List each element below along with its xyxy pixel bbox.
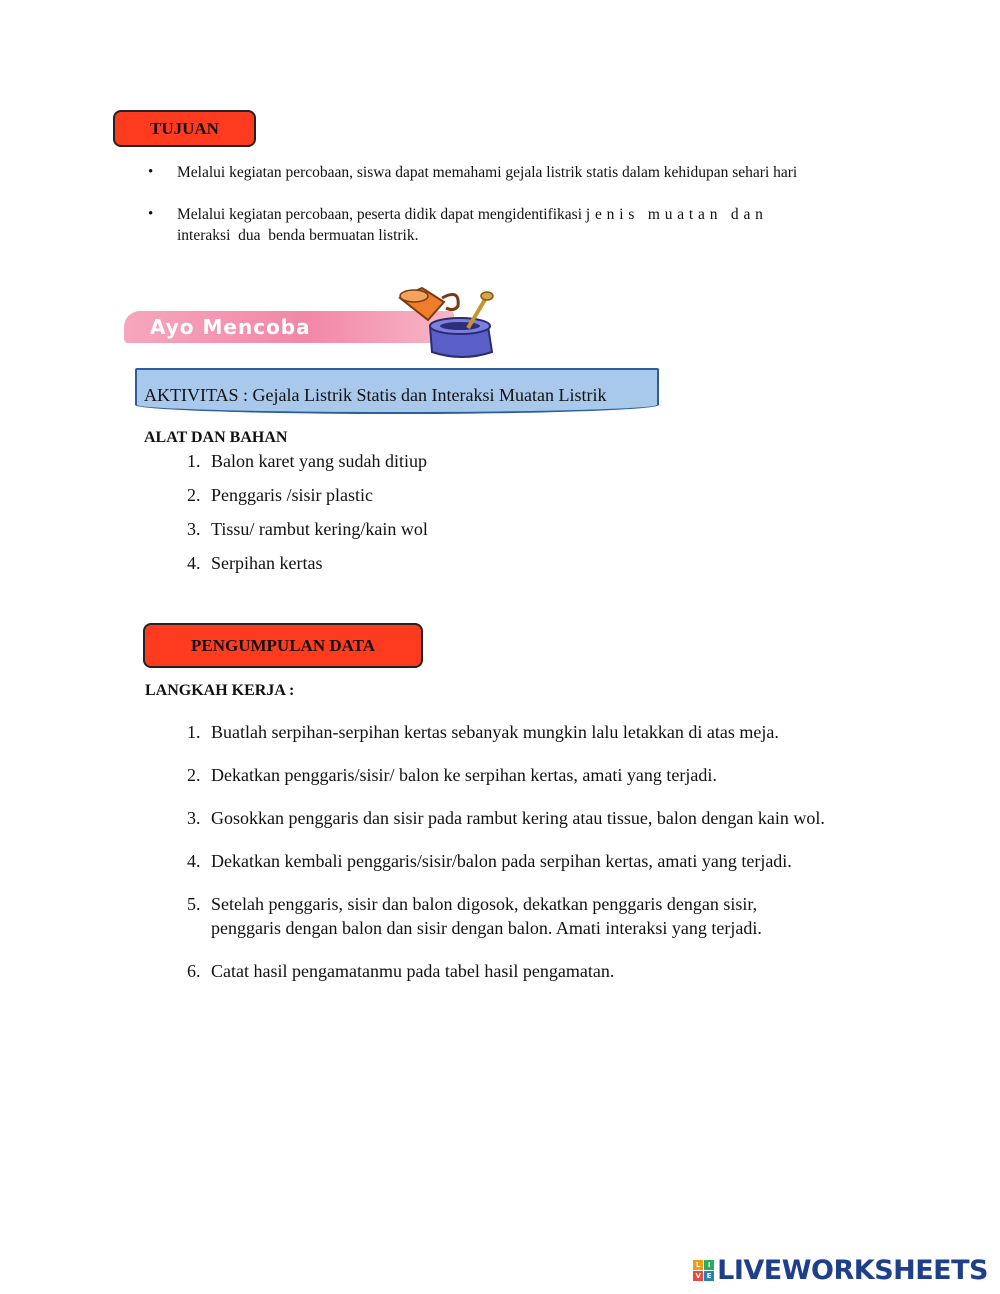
alat-bahan-list [187, 449, 787, 575]
list-item [187, 483, 787, 507]
list-number: 6. [187, 961, 201, 981]
list-text: Dekatkan penggaris/sisir/ balon ke serpihan kertas, amati yang terjadi. [211, 765, 717, 785]
list-number: 2. [187, 765, 201, 785]
list-item [187, 849, 887, 873]
list-item [187, 806, 887, 830]
list-item [187, 892, 821, 940]
list-item [146, 162, 866, 183]
langkah-kerja-heading: LANGKAH KERJA : [145, 682, 295, 699]
list-number: 1. [187, 722, 201, 742]
logo-grid-cell: E [704, 1271, 714, 1281]
list-item [146, 204, 866, 246]
list-text: Balon karet yang sudah ditiup [211, 451, 427, 471]
tujuan-label [113, 110, 256, 147]
list-number: 5. [187, 894, 201, 914]
list-item [187, 763, 887, 787]
list-text: Dekatkan kembali penggaris/sisir/balon pada serpihan kertas, amati yang terjadi. [211, 851, 792, 871]
logo-grid-cell: V [693, 1271, 703, 1281]
list-text: Buatlah serpihan-serpihan kertas sebanyak mungkin lalu letakkan di atas meja. [211, 722, 779, 742]
tujuan-label-text: TUJUAN [150, 118, 219, 138]
ayo-mencoba-text: Ayo Mencoba [150, 315, 311, 339]
list-number: 3. [187, 808, 201, 828]
list-number: 1. [187, 451, 201, 471]
tujuan-bullet-2-after: interaksi dua benda bermuatan listrik. [177, 227, 419, 244]
pot-illustration-icon [392, 284, 502, 364]
tujuan-list [146, 162, 866, 246]
logo-grid-icon [693, 1260, 714, 1281]
alat-bahan-heading: ALAT DAN BAHAN [144, 429, 288, 446]
logo-text: LIVEWORKSHEETS [717, 1255, 988, 1286]
list-item [187, 517, 787, 541]
list-item [187, 449, 787, 473]
list-text: Setelah penggaris, sisir dan balon digosok, dekatkan penggaris dengan sisir, penggaris dengan balon dan sisir dengan balon. Amati interaksi yang terjadi. [211, 894, 762, 938]
logo-grid-cell: L [693, 1260, 703, 1270]
list-number: 2. [187, 485, 201, 505]
tujuan-bullet-1-text: Melalui kegiatan percobaan, siswa dapat memahami gejala listrik statis dalam kehidupan sehari hari [177, 164, 798, 181]
logo-grid-cell: I [704, 1260, 714, 1270]
list-text: Gosokkan penggaris dan sisir pada rambut kering atau tissue, balon dengan kain wol. [211, 808, 825, 828]
list-number: 4. [187, 851, 201, 871]
liveworksheets-logo [693, 1255, 988, 1286]
list-item [187, 720, 887, 744]
tujuan-bullet-2-before: Melalui kegiatan percobaan, peserta didik dapat mengidentifikasi [177, 206, 586, 223]
list-text: Tissu/ rambut kering/kain wol [211, 519, 428, 539]
pengumpulan-data-text: PENGUMPULAN DATA [191, 635, 375, 655]
list-number: 4. [187, 553, 201, 573]
aktivitas-title: AKTIVITAS : Gejala Listrik Statis dan Interaksi Muatan Listrik [144, 385, 607, 405]
langkah-kerja-list [187, 720, 887, 983]
tujuan-bullet-2-spaced: jenis muatan dan [585, 206, 768, 223]
list-text: Serpihan kertas [211, 553, 323, 573]
list-item [187, 959, 887, 983]
list-item [187, 551, 787, 575]
cup-icon [400, 288, 458, 320]
aktivitas-box [135, 368, 659, 414]
pengumpulan-data-label [143, 623, 423, 668]
list-text: Catat hasil pengamatanmu pada tabel hasil pengamatan. [211, 961, 615, 981]
list-text: Penggaris /sisir plastic [211, 485, 373, 505]
list-number: 3. [187, 519, 201, 539]
